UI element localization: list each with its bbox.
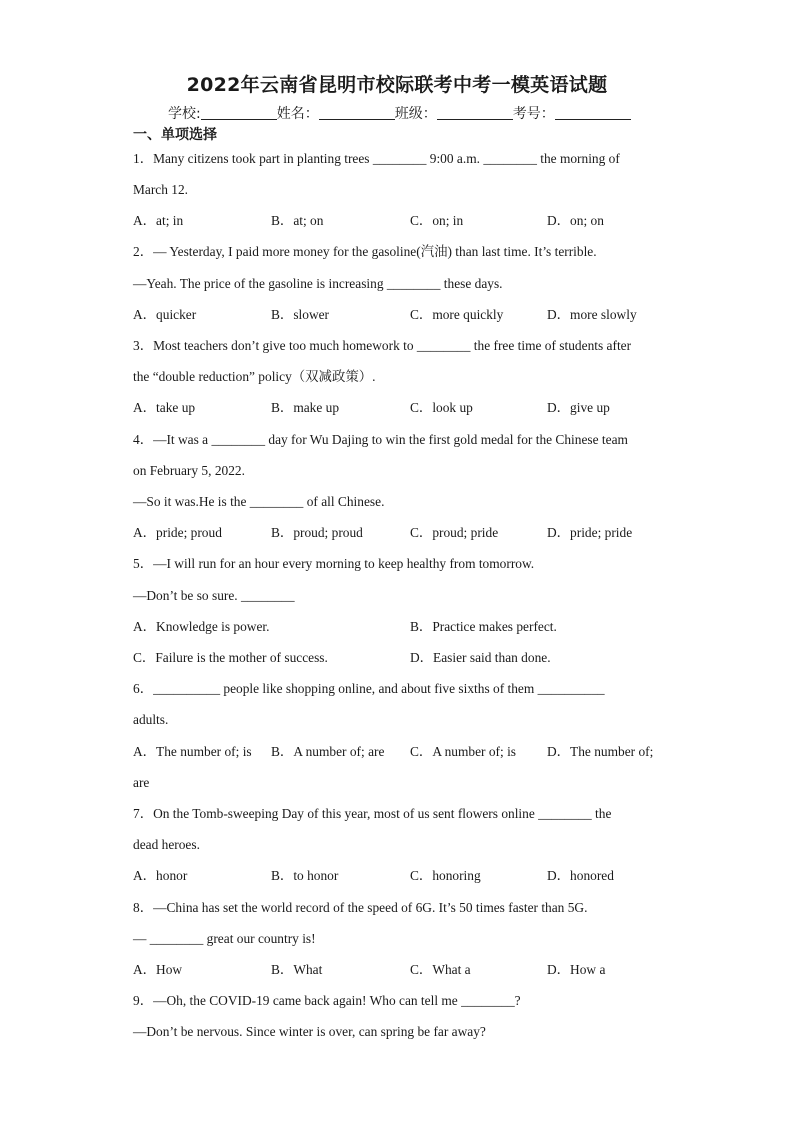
option-b: B．at; on [271, 213, 324, 228]
question-text: —Yeah. The price of the gasoline is increasing ________ these days. [133, 276, 503, 291]
name-blank [319, 105, 395, 120]
option-c: C．A number of; is [410, 744, 517, 759]
option-d-wrap: are [133, 775, 150, 790]
option-a: A．The number of; is [133, 744, 252, 759]
question-text: —Don’t be so sure. ________ [133, 588, 295, 603]
question-text: 9．—Oh, the COVID-19 came back again! Who can tell me ________? [133, 993, 521, 1008]
option-d: D．Easier said than done. [410, 650, 551, 665]
question-text: —Don’t be nervous. Since winter is over, can spring be far away? [133, 1024, 486, 1039]
option-a: A．Knowledge is power. [133, 619, 270, 634]
option-c: C．Failure is the mother of success. [133, 650, 328, 665]
question-text: —So it was.He is the ________ of all Chinese. [133, 494, 385, 509]
option-d: D．The number of; [547, 744, 654, 759]
number-blank [555, 105, 631, 120]
question-text: 3．Most teachers don’t give too much homework to ________ the free time of students after [133, 338, 632, 353]
option-c: C．on; in [410, 213, 464, 228]
option-b: B．proud; proud [271, 525, 363, 540]
option-c: C．look up [410, 400, 473, 415]
question-text: 4．—It was a ________ day for Wu Dajing to win the first gold medal for the Chinese team [133, 432, 628, 447]
option-c: C．proud; pride [410, 525, 499, 540]
question-text: on February 5, 2022. [133, 463, 245, 478]
option-d: D．on; on [547, 213, 604, 228]
question-text: the “double reduction” policy（双减政策）. [133, 369, 376, 384]
option-d: D．pride; pride [547, 525, 633, 540]
question-text: 2．— Yesterday, I paid more money for the gasoline(汽油) than last time. It’s terrible. [133, 244, 597, 259]
question-text: March 12. [133, 182, 189, 197]
option-a: A．take up [133, 400, 196, 415]
option-b: B．Practice makes perfect. [410, 619, 557, 634]
option-a: A．pride; proud [133, 525, 222, 540]
option-d: D．How a [547, 962, 606, 977]
option-d: D．honored [547, 868, 614, 883]
name-label: 姓名： [276, 106, 319, 122]
page-title: 2022年云南省昆明市校际联考中考一模英语试题 [186, 74, 608, 96]
student-info-row [168, 103, 631, 123]
option-a: A．How [133, 962, 183, 977]
option-d: D．give up [547, 400, 610, 415]
class-blank [437, 105, 513, 120]
option-d: D．more slowly [547, 307, 637, 322]
option-c: C．honoring [410, 868, 481, 883]
option-b: B．What [271, 962, 323, 977]
question-text: 7．On the Tomb-sweeping Day of this year, most of us sent flowers online ________ the [133, 806, 612, 821]
option-a: A．quicker [133, 307, 197, 322]
question-text: adults. [133, 712, 169, 727]
question-text: 1．Many citizens took part in planting trees ________ 9:00 a.m. ________ the morning of [133, 151, 620, 166]
option-b: B．make up [271, 400, 340, 415]
school-blank [201, 105, 277, 120]
question-text: 6．__________ people like shopping online, and about five sixths of them __________ [133, 681, 605, 696]
option-b: B．slower [271, 307, 330, 322]
option-a: A．at; in [133, 213, 184, 228]
school-label: 学校: [168, 106, 201, 122]
question-text: dead heroes. [133, 837, 200, 852]
question-text: 8．—China has set the world record of the speed of 6G. It’s 50 times faster than 5G. [133, 900, 588, 915]
class-label: 班级： [394, 106, 437, 122]
option-b: B．to honor [271, 868, 339, 883]
option-a: A．honor [133, 868, 188, 883]
number-label: 考号： [512, 106, 555, 122]
option-c: C．What a [410, 962, 471, 977]
option-c: C．more quickly [410, 307, 504, 322]
section-heading: 一、单项选择 [133, 127, 217, 143]
question-text: — ________ great our country is! [133, 931, 316, 946]
option-b: B．A number of; are [271, 744, 385, 759]
question-text: 5．—I will run for an hour every morning to keep healthy from tomorrow. [133, 556, 535, 571]
